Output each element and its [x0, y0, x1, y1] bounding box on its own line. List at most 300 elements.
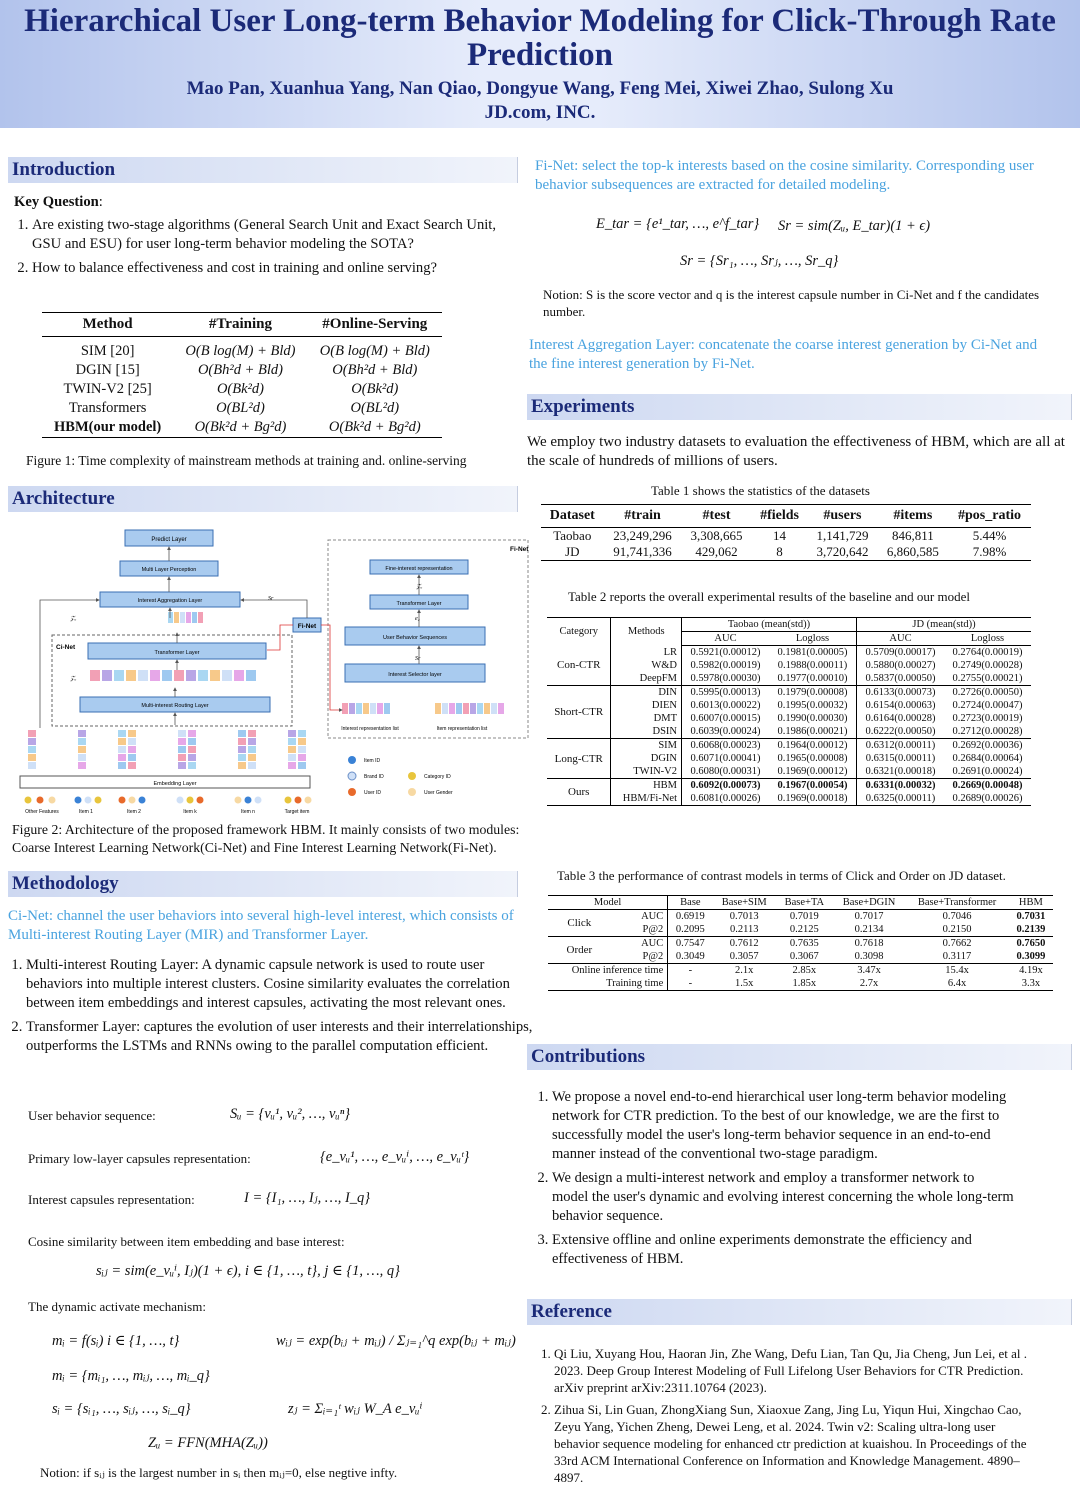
table-cell: 0.7019 [789, 911, 819, 922]
table-cell: O(Bh²d + Bld) [332, 362, 418, 378]
capsule-cell [138, 670, 148, 681]
capsule-cell [126, 670, 136, 681]
table-cell: 0.6133(0.00073) [857, 686, 945, 700]
fi-item-cell [470, 703, 476, 714]
table-cell: 6,860,585 [886, 544, 939, 559]
feature-dot [95, 797, 102, 804]
fi-item-cell [498, 703, 504, 714]
header-cell: Method [42, 313, 173, 337]
table-cell: 0.2764(0.00019) [952, 647, 1023, 658]
embedding-cell [118, 738, 126, 745]
itemk-label: Item k [183, 809, 197, 815]
feature-dot [197, 797, 204, 804]
table-row [548, 910, 1053, 924]
embedding-cell [78, 738, 86, 745]
table-cell: AUC [611, 937, 668, 951]
table-cell: DSIN [611, 725, 682, 739]
f4-label: Cosine similarity between item embedding and base interest: [28, 1234, 345, 1249]
table-cell: 0.5995(0.00013) [682, 686, 770, 700]
ref-list [536, 1345, 1036, 1491]
table-cell: 0.6081(0.00026) [690, 793, 761, 804]
embedding-cell [238, 738, 246, 745]
feature-dot [37, 797, 44, 804]
ubs-label: User Behavior Sequences [383, 635, 447, 641]
selector-label: Interest Selector layer [388, 672, 442, 678]
embedding-cell [78, 746, 86, 753]
embedding-cell [128, 754, 136, 761]
table-header [42, 313, 442, 337]
capsule-cell [222, 670, 232, 681]
method-heading: Methodology [8, 871, 518, 897]
table-row [547, 739, 1031, 753]
table-cell: 0.2669(0.00048) [944, 779, 1031, 793]
table-row [541, 544, 1031, 561]
method-point-1: 1. Multi-interest Routing Layer: A dynamic capsule network is used to route user behaviors into multiple interest clusters. Cosine similarity evaluates the correlation between item embeddings and interest capsules, activating the most relevant ones. [26, 956, 543, 1013]
other-features-label: Other Features [25, 809, 59, 815]
embedding-cell [238, 754, 246, 761]
f5d-formula: sᵢ = {sᵢ₁, …, sᵢⱼ, …, sᵢ_q} [52, 1401, 191, 1417]
table-cell: - [668, 964, 713, 978]
table-row [42, 418, 442, 438]
feature-dot [295, 797, 302, 804]
f3-formula: I = {I₁, …, Iⱼ, …, I_q} [244, 1190, 371, 1206]
table-cell: Transformers [68, 400, 147, 416]
embedding-cell [248, 754, 256, 761]
fi-interest-cell [377, 703, 383, 714]
table-cell: 91,741,336 [613, 544, 672, 559]
group-cell: Order [548, 937, 611, 964]
feature-dot [255, 797, 262, 804]
table-cell: - [688, 978, 693, 989]
table-cell: 0.2723(0.00019) [952, 713, 1023, 724]
architecture-diagram [10, 520, 535, 820]
embedding-cell [188, 754, 196, 761]
table-row [42, 380, 442, 399]
embedding-cell [118, 746, 126, 753]
header-cell: Base [668, 896, 713, 910]
table-cell: 0.6154(0.00063) [865, 700, 936, 711]
header-cell: Model [548, 896, 668, 910]
interest-cell [168, 612, 173, 623]
header-cell: AUC [857, 632, 945, 646]
table-cell: 0.6222(0.00050) [865, 726, 936, 737]
fi-interest-cell [384, 703, 390, 714]
embedding-cell [288, 754, 296, 761]
transformer-label: Transformer Layer [154, 650, 200, 656]
table-cell: 0.6071(0.00041) [690, 753, 761, 764]
table-cell: 7.98% [972, 544, 1007, 559]
table-cell: 0.1979(0.00008) [769, 686, 857, 700]
table-row [548, 964, 1053, 978]
embedding-cell [78, 730, 86, 737]
table-cell: 3.3x [1021, 978, 1041, 989]
table3-caption: Table 3 the performance of contrast models in terms of Click and Order on JD dataset. [557, 868, 1006, 883]
embedding-cell [28, 746, 36, 753]
table-row [548, 977, 1053, 991]
table2-caption: Table 2 reports the overall experimental results of the baseline and our model [568, 589, 970, 604]
authors: Mao Pan, Xuanhua Yang, Nan Qiao, Dongyue Wang, Feng Mei, Xiwei Zhao, Sulong Xu [186, 78, 894, 99]
table-cell: 0.6092(0.00073) [682, 779, 770, 793]
table-cell: 8 [776, 544, 783, 559]
table-cell: 2.85x [776, 964, 833, 978]
table-row [42, 399, 442, 418]
legend-cat: Category ID [424, 774, 451, 780]
embedding-cell [248, 762, 256, 769]
embedding-cell [128, 762, 136, 769]
fi-item-cell [449, 703, 455, 714]
table-cell: 23,249,296 [613, 528, 672, 543]
method-list [8, 956, 543, 1061]
fi-item-cell [491, 703, 497, 714]
f5a-formula: mᵢ = f(sᵢ) i ∈ {1, …, t} [52, 1333, 180, 1349]
table-cell: 0.7650 [1009, 937, 1053, 951]
embedding-cell [298, 746, 306, 753]
question-2: 2. How to balance effectiveness and cost in training and online serving? [32, 259, 519, 278]
header-cell: #test [681, 505, 751, 528]
embedding-cell [28, 738, 36, 745]
target-label: Target item [284, 809, 310, 815]
reference-item: 1. Qi Liu, Xuyang Hou, Haoran Jin, Zhe Wang, Defu Lian, Tan Qu, Jia Cheng, Jun Lei, et al . 2023. Deep Group Interest Modeling of Full Lifelong User Behaviors for CTR Prediction. arXiv preprint arXiv:2311.10764 (2023). [554, 1345, 1036, 1396]
header-cell: HBM [1009, 896, 1053, 910]
f5e-formula: zⱼ = Σᵢ₌₁ᵗ wᵢⱼ W_A e_vᵤⁱ [288, 1401, 423, 1417]
header-cell: Methods [611, 618, 682, 646]
legend-user: User ID [364, 790, 381, 796]
embedding-cell [188, 762, 196, 769]
table-cell: P@2 [611, 923, 668, 937]
feature-dot [285, 797, 292, 804]
feature-dot [245, 797, 252, 804]
table-cell: JD [565, 544, 580, 559]
table-cell: 0.1995(0.00032) [769, 699, 857, 712]
category-cell: Long-CTR [547, 739, 611, 779]
fi-interest-cell [363, 703, 369, 714]
header-cell: #fields [752, 505, 808, 528]
f5f-formula: Zᵤ = FFN(MHA(Zᵤ)) [148, 1435, 268, 1451]
table-cell: 846,811 [891, 528, 934, 543]
table-cell: 0.2125 [789, 924, 819, 935]
header-cell: #pos_ratio [948, 505, 1031, 528]
table-cell: 0.1988(0.00011) [769, 659, 857, 672]
key-question-label: Key Question [14, 194, 99, 210]
table-cell: Online inference time [548, 964, 668, 978]
table-cell: 5.44% [972, 528, 1007, 543]
table-cell: O(Bk²d + Bg²d) [328, 419, 421, 435]
table-row [547, 699, 1031, 712]
table-cell: 3.47x [833, 964, 906, 978]
table-row [548, 950, 1053, 964]
table-cell: P@2 [611, 950, 668, 964]
ref-heading: Reference [527, 1299, 1072, 1325]
table-cell: Taobao [553, 528, 592, 543]
complexity-table [42, 312, 442, 438]
embedding-cell [298, 762, 306, 769]
table-cell: AUC [611, 910, 668, 924]
table-cell: 0.5880(0.00027) [865, 660, 936, 671]
fi-item-cell [477, 703, 483, 714]
contrib-list [534, 1088, 1014, 1274]
fi-item-cell [442, 703, 448, 714]
table-row [547, 725, 1031, 739]
table-cell: 0.7013 [729, 911, 759, 922]
embedding-cell [248, 738, 256, 745]
table-cell: W&D [611, 659, 682, 672]
table-cell: 0.3117 [942, 951, 972, 962]
embedding-cell [188, 746, 196, 753]
header-cell: Base+DGIN [833, 896, 906, 910]
figure2-caption: Figure 2: Architecture of the proposed framework HBM. It mainly consists of two modules: Coarse Interest Learning Network(Ci-Net) and Fine Interest Learning Network(Fi-Net). [12, 822, 520, 855]
header-cell: Logloss [769, 632, 857, 646]
f2-formula: {e_vᵤ¹, …, e_vᵤⁱ, …, e_vᵤᵗ} [320, 1149, 470, 1165]
header-cell: Logloss [944, 632, 1031, 646]
table-cell: 1,141,729 [816, 528, 869, 543]
fi-interest-cell [370, 703, 376, 714]
table-cell: 0.6068(0.00023) [682, 739, 770, 753]
f2-label: Primary low-layer capsules representation: [28, 1151, 251, 1166]
table-cell: 0.6325(0.00011) [865, 793, 936, 804]
embedding-cell [238, 762, 246, 769]
sr-mark-2: Sr [415, 656, 421, 662]
table-row [547, 712, 1031, 725]
table-cell: O(B log(M) + Bld) [319, 343, 430, 359]
fi-interest-cell [342, 703, 348, 714]
item-list-label: Item representation list [436, 726, 488, 732]
table-cell: 0.2724(0.00047) [952, 700, 1023, 711]
table-cell: 6.4x [947, 978, 967, 989]
table-cell: O(B log(M) + Bld) [185, 343, 296, 359]
zu-mark-1: 𝒵ᵤ [70, 616, 77, 622]
capsule-cell [114, 670, 124, 681]
table-row [547, 659, 1031, 672]
table-row [548, 923, 1053, 937]
feature-dot [305, 797, 312, 804]
zu-mark-3: 𝒵ᵤ [416, 584, 423, 590]
embedding-cell [128, 746, 136, 753]
table-cell: TWIN-V2 [25] [63, 381, 152, 397]
embedding-cell [28, 754, 36, 761]
feature-dot [187, 797, 194, 804]
group-cell: Click [567, 917, 592, 929]
arch-heading: Architecture [8, 486, 518, 512]
embedding-cell [128, 738, 136, 745]
table-cell: 0.6331(0.00032) [857, 779, 945, 793]
table-cell: O(Bk²d + Bg²d) [194, 419, 287, 435]
legend-itemid: Item ID [364, 758, 381, 764]
table-cell: 0.2749(0.00028) [952, 660, 1023, 671]
table-cell: 429,062 [695, 544, 738, 559]
embedding-cell [178, 730, 186, 737]
table-cell: 3,720,642 [816, 544, 869, 559]
table-row [547, 792, 1031, 806]
table-row [541, 528, 1031, 545]
table-cell: 0.3099 [1016, 951, 1046, 962]
table-row [42, 361, 442, 380]
results-table [547, 617, 1031, 806]
table-cell: 0.5921(0.00012) [690, 647, 761, 658]
embedding-cell [28, 762, 36, 769]
table1-caption: Table 1 shows the statistics of the datasets [651, 483, 870, 498]
finet-notion: Notion: S is the score vector and q is the interest capsule number in Ci-Net and f the candidates number. [543, 287, 1040, 319]
table-cell: HBM(our model) [54, 419, 162, 435]
table-cell: SIM [611, 739, 682, 753]
capsule-cell [246, 670, 256, 681]
embedding-cell [178, 762, 186, 769]
legend-itemid-dot [348, 756, 356, 764]
contribution-item: 2. We design a multi-interest network and employ a transformer network to model the user's dynamic and evolving interest concerning the whole long-term behavior sequence. [552, 1169, 1014, 1226]
table-cell: 2.7x [859, 978, 879, 989]
table-cell: 0.3098 [854, 951, 884, 962]
feature-dot [85, 797, 92, 804]
aggregation-description: Interest Aggregation Layer: concatenate the coarse interest generation by Ci-Net and the fine interest generation by Fi-Net. [529, 337, 1038, 372]
table-cell: 0.2726(0.00050) [944, 686, 1031, 700]
intro-heading: Introduction [8, 157, 518, 183]
embedding-cell [238, 730, 246, 737]
table-cell: 0.3057 [729, 951, 759, 962]
interest-cell [186, 612, 191, 623]
table-cell: 0.2712(0.00028) [952, 726, 1023, 737]
capsule-cell [102, 670, 112, 681]
f1-label: User behavior sequence: [28, 1108, 156, 1123]
feature-dot [177, 797, 184, 804]
table-row [42, 337, 442, 362]
table-cell: 0.1969(0.00012) [769, 765, 857, 779]
embedding-cell [288, 746, 296, 753]
table-cell: 0.2684(0.00064) [952, 753, 1023, 764]
category-cell: Short-CTR [547, 686, 611, 739]
capsule-cell [174, 670, 184, 681]
table-cell: 0.5837(0.00050) [865, 673, 936, 684]
table-cell: 0.2691(0.00024) [952, 766, 1023, 777]
legend-gender-dot [408, 788, 416, 796]
intro-body: Key Question: 1. Are existing two-stage algorithms (General Search Unit and Exact Search Unit, GSU and ESU) for user long-term behavior modeling the SOTA? 2. How to balance effectiveness and cost in training and online serving? [14, 193, 519, 283]
contrast-table [548, 895, 1053, 991]
table-cell: DIEN [611, 699, 682, 712]
table-row [547, 765, 1031, 779]
fi-transformer-label: Transformer Layer [396, 601, 442, 607]
legend-user-dot [348, 788, 356, 796]
capsule-cell [90, 670, 100, 681]
table-row [547, 686, 1031, 700]
header-cell: Category [547, 618, 611, 646]
sr-formula: Sr = sim(Zᵤ, E_tar)(1 + ϵ) [778, 218, 931, 234]
table-cell: 0.5709(0.00017) [865, 647, 936, 658]
table-cell: 0.1986(0.00021) [769, 725, 857, 739]
embedding-cell [288, 738, 296, 745]
embedding-cell [298, 754, 306, 761]
capsule-cell [162, 670, 172, 681]
feature-dot [235, 797, 242, 804]
embedding-cell [248, 746, 256, 753]
table-cell: 0.6080(0.00031) [690, 766, 761, 777]
feature-dots [25, 797, 312, 804]
table-cell: 0.7635 [776, 937, 833, 951]
embedding-columns [28, 730, 306, 769]
table-cell: 0.1977(0.00010) [769, 672, 857, 686]
table-cell: 1.5x [735, 978, 754, 989]
embedding-cell [188, 730, 196, 737]
table-cell: 0.2150 [942, 924, 972, 935]
table-cell: 3,308,665 [690, 528, 743, 543]
aggregation-label: Interest Aggregation Layer [137, 598, 203, 604]
table-cell: 0.2692(0.00036) [944, 739, 1031, 753]
table-cell: O(BL²d) [350, 400, 400, 416]
table-cell: 2.1x [712, 964, 775, 978]
feature-dot [139, 797, 146, 804]
capsule-cell [198, 670, 208, 681]
embedding-cell [78, 762, 86, 769]
table-cell: HBM/Fi-Net [611, 792, 682, 806]
f5b-formula: wᵢⱼ = exp(bᵢⱼ + mᵢⱼ) / Σⱼ₌₁^q exp(bᵢⱼ + mᵢⱼ) [276, 1333, 516, 1349]
table-cell: DMT [611, 712, 682, 725]
header-cell: Taobao (mean(std)) [682, 618, 857, 632]
table-cell: 0.6321(0.00018) [865, 766, 936, 777]
feature-dot [25, 797, 32, 804]
fi-interest-cell [356, 703, 362, 714]
table-cell: 0.5978(0.00030) [690, 673, 761, 684]
interest-cell [192, 612, 197, 623]
table-cell: 0.2139 [1016, 924, 1046, 935]
f5-label: The dynamic activate mechanism: [28, 1299, 206, 1314]
table-cell: DeepFM [611, 672, 682, 686]
capsule-cell [234, 670, 244, 681]
title-banner [0, 0, 1080, 128]
table-cell: 14 [773, 528, 786, 543]
table-cell: O(Bk²d) [351, 381, 399, 397]
table-cell: LR [611, 646, 682, 660]
interest-list-label: Interest representation list [341, 726, 399, 732]
figure1-caption: Figure 1: Time complexity of mainstream methods at training and. online-serving [26, 453, 467, 468]
embedding-cell [78, 754, 86, 761]
exp-heading: Experiments [527, 394, 1072, 420]
legend-cat-dot [408, 772, 416, 780]
etar-formula: E_tar = {e¹_tar, …, e^f_tar} [596, 216, 760, 232]
table-cell: 0.2755(0.00021) [952, 673, 1023, 684]
fi-strip [342, 703, 504, 714]
embedding-cell [188, 738, 196, 745]
f1-formula: Sᵤ = {vᵤ¹, vᵤ², …, vᵤⁿ} [230, 1106, 351, 1122]
table-row [548, 937, 1053, 951]
header-cell: AUC [682, 632, 770, 646]
mlp-label: Multi Layer Perception [141, 567, 197, 573]
table-cell: 0.1969(0.00018) [769, 792, 857, 806]
table-cell: SIM [20] [80, 343, 135, 359]
table-cell: 15.4x [905, 964, 1008, 978]
table-cell: O(Bh²d + Bld) [197, 362, 283, 378]
table-cell: Training time [548, 977, 668, 991]
mir-notion: Notion: if sᵢⱼ is the largest number in sᵢ then mᵢⱼ=0, else negtive infty. [40, 1465, 398, 1480]
table-cell: 0.6164(0.00028) [865, 713, 936, 724]
table-cell: DGIN [611, 752, 682, 765]
predict-layer-label: Predict Layer [151, 537, 187, 543]
f3-label: Interest capsules representation: [28, 1192, 195, 1207]
embedding-label: Embedding Layer [153, 781, 197, 787]
interest-cell [198, 612, 203, 623]
table-cell: 0.7017 [854, 911, 884, 922]
header-cell: #train [604, 505, 682, 528]
embedding-cell [178, 738, 186, 745]
fi-interest-cell [349, 703, 355, 714]
table-cell: 0.1990(0.00030) [769, 712, 857, 725]
header-cell: Dataset [541, 505, 604, 528]
embedding-cell [128, 730, 136, 737]
zu-mark-2: 𝒵ᵤ [70, 676, 77, 682]
table-cell: 0.2134 [854, 924, 884, 935]
table-cell: 0.7031 [1016, 911, 1046, 922]
category-cell: Con-CTR [547, 646, 611, 686]
legend-gender: User Gender [424, 790, 453, 796]
table-cell: 0.3067 [789, 951, 819, 962]
table-cell: DIN [611, 686, 682, 700]
header-cell: #items [878, 505, 948, 528]
